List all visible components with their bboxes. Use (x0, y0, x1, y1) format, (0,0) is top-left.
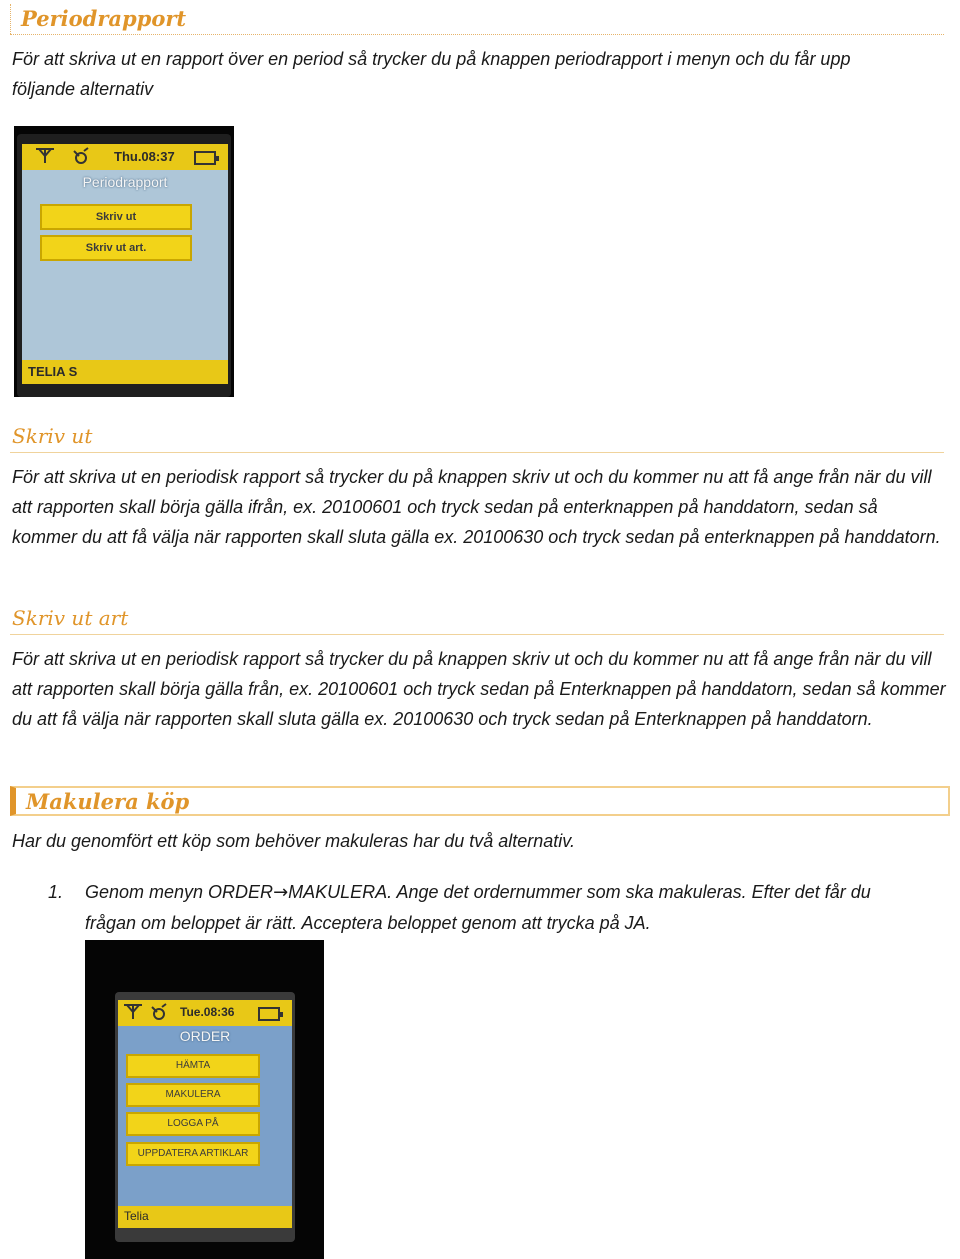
heading-box-makulera (10, 786, 950, 816)
phone-carrier: Telia (124, 1209, 149, 1223)
phone-screenshot-periodrapport (14, 126, 234, 397)
signal-antenna-icon (122, 1003, 144, 1024)
phone-carrier: TELIA S (28, 364, 78, 379)
list-number: 1. (48, 882, 64, 902)
periodrapport-intro: För att skriva ut en rapport över en period så trycker du på knappen periodrapport i menyn och du får upp följande alternativ (12, 49, 851, 99)
list-text-instructions: MAKULERA. Ange det ordernummer som ska makuleras. Efter det får du frågan om beloppet är rätt. Acceptera beloppet genom att trycka på JA. (85, 882, 871, 933)
skriv-ut-art-body: För att skriva ut en periodisk rapport så trycker du på knappen skriv ut och du kommer nu att få ange från när du vill att rapporten skall börja gälla från, ex. 20100601 och tryck sedan på Enterknappen på handdatorn, sedan så kommer du att få välja när rapporten skall sluta gälla ex. 20100630 och tryck sedan på Enterknappen på handdatorn. (12, 649, 946, 729)
phone-bottom-bar (118, 1206, 292, 1228)
section-heading-skriv-ut-art: Skriv ut art (12, 606, 129, 630)
battery-icon (194, 151, 216, 165)
phone-clock: Thu.08:37 (114, 149, 175, 164)
heading-box-periodrapport (10, 4, 945, 34)
phone-status-bar (118, 1000, 292, 1026)
phone-screen (118, 1000, 292, 1228)
phone-bottom-bar (22, 360, 228, 384)
heading-underline (10, 452, 944, 453)
phone-status-bar (22, 144, 228, 170)
heading-underline (10, 634, 944, 635)
phone-screenshot-order (85, 940, 324, 1259)
phone-button-logga-pa: LOGGA PÅ (126, 1112, 260, 1136)
phone-button-hamta: HÄMTA (126, 1054, 260, 1078)
phone-button-skriv-ut-art: Skriv ut art. (40, 235, 192, 261)
skriv-ut-body: För att skriva ut en periodisk rapport så trycker du på knappen skriv ut och du kommer nu att få ange från när du vill att rapporten skall börja gälla ifrån, ex. 20100601 och tryck sedan på enterknappen på handdatorn, sedan så kommer du att få välja när rapporten skall sluta gälla ex. 20100630 och tryck sedan på enterknappen på handdatorn. (12, 467, 941, 547)
section-heading-skriv-ut: Skriv ut (12, 424, 93, 448)
satellite-icon (70, 147, 92, 168)
phone-button-uppdatera-artiklar: UPPDATERA ARTIKLAR (126, 1142, 260, 1166)
phone-button-makulera: MAKULERA (126, 1083, 260, 1107)
phone-button-skriv-ut: Skriv ut (40, 204, 192, 230)
phone-screen-title: Periodrapport (82, 174, 168, 190)
section-heading-makulera: Makulera köp (26, 789, 190, 814)
arrow-right-icon: → (273, 882, 289, 903)
signal-antenna-icon (34, 147, 56, 168)
makulera-intro: Har du genomfört ett köp som behöver makuleras har du två alternativ. (12, 831, 575, 851)
phone-screen (22, 144, 228, 384)
phone-clock: Tue.08:36 (180, 1005, 235, 1019)
section-heading-periodrapport: Periodrapport (21, 6, 187, 31)
satellite-icon (148, 1003, 170, 1024)
battery-icon (258, 1007, 280, 1021)
heading-underline (10, 34, 944, 35)
phone-screen-title: ORDER (179, 1028, 231, 1044)
list-text-menu: Genom menyn ORDER (85, 882, 274, 902)
list-item (48, 877, 918, 938)
